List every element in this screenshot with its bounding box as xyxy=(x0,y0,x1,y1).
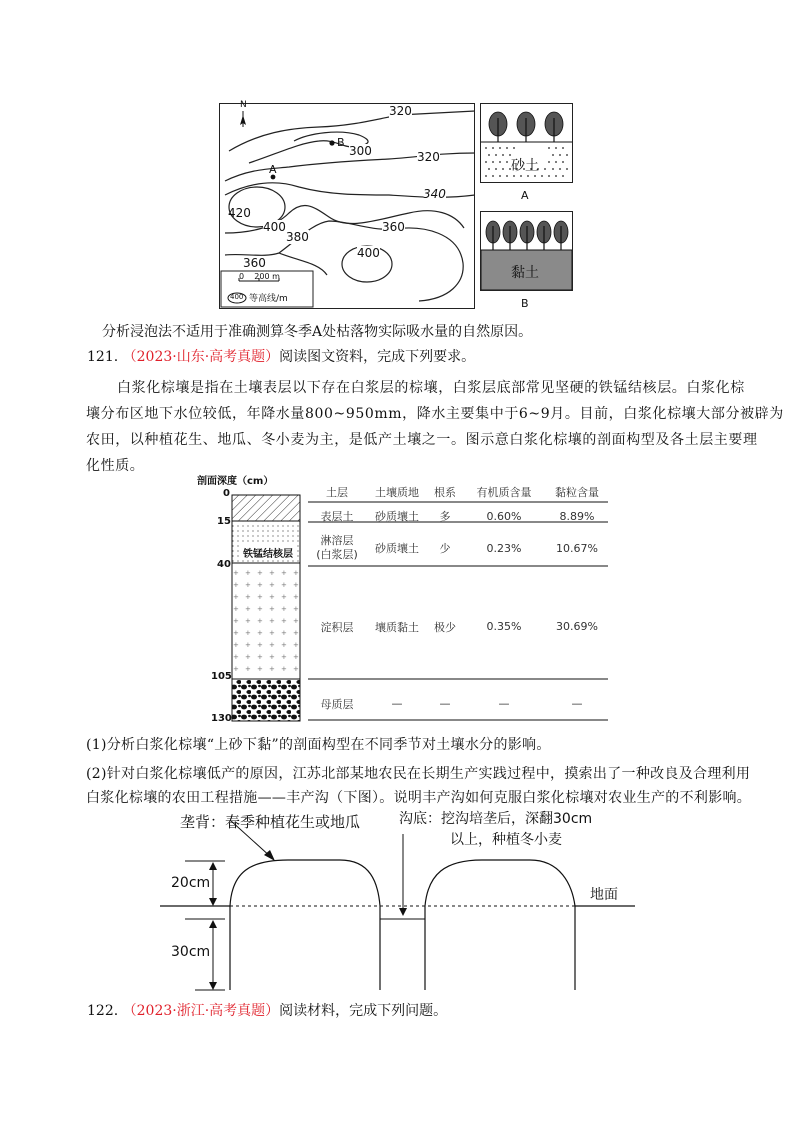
table-cell: — xyxy=(498,697,510,710)
contour-label-360a: 360 xyxy=(382,220,405,234)
table-row xyxy=(308,683,608,724)
contour-label-400b: 400 xyxy=(357,246,380,260)
scale-label: 0 200 m xyxy=(239,272,280,281)
soil-properties-table xyxy=(308,478,608,724)
table-cell: 10.67% xyxy=(556,541,598,555)
iron-layer-label: 铁锰结核层 xyxy=(242,545,294,560)
dim-20cm-label: 20cm xyxy=(171,875,211,891)
table-cell: — xyxy=(571,697,583,710)
q121-paragraph xyxy=(86,375,784,479)
panel-b-soil-label: 黏土 xyxy=(511,265,539,281)
depth-title: 剖面深度（cm） xyxy=(197,476,274,487)
table-header-row xyxy=(308,478,608,506)
table-cell: 30.69% xyxy=(556,620,598,633)
table-cell: — xyxy=(439,697,451,710)
header-cell: 根系 xyxy=(434,486,456,499)
table-cell: 砂质壤土 xyxy=(375,510,419,523)
q122-number: 122. xyxy=(87,1003,119,1019)
soil-profile-column xyxy=(231,494,303,722)
q122-source: （2023·浙江·高考真题） xyxy=(122,1003,280,1019)
panel-a-caption: A xyxy=(521,189,529,202)
depth-tick-0: 0 xyxy=(223,488,230,499)
q121-number: 121. xyxy=(87,349,119,365)
point-b-label: B xyxy=(337,136,345,149)
table-cell: 8.89% xyxy=(559,509,595,523)
point-a-label: A xyxy=(269,163,277,176)
table-cell: 淀积层 xyxy=(320,620,354,634)
q121-sub2-line1: (2)针对白浆化棕壤低产的原因，江苏北部某地农民在长期生产实践过程中，摸索出了一种改良及合理利用 xyxy=(86,766,751,782)
header-cell: 土层 xyxy=(326,486,348,499)
table-cell: 极少 xyxy=(434,620,456,634)
contour-label-320a: 320 xyxy=(389,104,412,118)
table-cell: 砂质壤土 xyxy=(375,542,419,555)
dim-30cm-label: 30cm xyxy=(171,944,211,960)
header-cell: 黏粒含量 xyxy=(555,486,599,499)
q121-para-line: 壤分布区地下水位较低，年降水量800~950mm，降水主要集中于6~9月。目前，白浆化棕壤大部分被辟为 xyxy=(86,406,784,422)
panel-a-soil-label: 砂土 xyxy=(511,158,539,174)
header-cell: 土壤质地 xyxy=(375,486,419,499)
q120-tail-text: 分析浸泡法不适用于准确测算冬季A处枯落物实际吸水量的自然原因。 xyxy=(102,324,533,340)
contour-label-380: 380 xyxy=(286,230,309,244)
trench-label-line2: 以上，种植冬小麦 xyxy=(450,832,562,848)
contour-label-420: 420 xyxy=(228,206,251,220)
q121-heading xyxy=(87,346,475,368)
depth-tick-105: 105 xyxy=(211,671,232,682)
table-cell: 0.23% xyxy=(486,541,522,555)
panel-b-caption: B xyxy=(521,297,529,310)
contour-label-360b: 360 xyxy=(243,256,266,270)
table-cell: 0.60% xyxy=(486,509,522,523)
table-cell: — xyxy=(391,697,403,710)
table-cell: 表层土 xyxy=(320,510,354,523)
ground-label: 地面 xyxy=(590,887,618,903)
trench-label-line1: 沟底：挖沟培垄后，深翻30cm xyxy=(399,811,593,827)
table-cell: 壤质黏土 xyxy=(375,620,419,634)
q121-source: （2023·山东·高考真题） xyxy=(122,349,280,365)
depth-tick-130: 130 xyxy=(211,713,232,724)
table-row xyxy=(308,570,608,683)
table-cell: 0.35% xyxy=(486,620,522,633)
q121-prompt: 阅读图文资料，完成下列要求。 xyxy=(279,349,476,365)
depth-tick-15: 15 xyxy=(217,516,231,527)
q122-prompt: 阅读材料，完成下列问题。 xyxy=(279,1003,448,1019)
legend-text: 等高线/m xyxy=(249,294,288,304)
contour-label-400a: 400 xyxy=(263,220,286,234)
q122-heading xyxy=(87,1000,447,1022)
ridge-label: 垄背：春季种植花生或地瓜 xyxy=(180,813,361,831)
table-cell: 少 xyxy=(439,542,451,555)
table-row xyxy=(308,526,608,570)
table-row xyxy=(308,506,608,526)
contour-label-320b: 320 xyxy=(417,150,440,164)
header-cell: 有机质含量 xyxy=(476,486,532,499)
contour-label-300: 300 xyxy=(349,144,372,158)
north-label: N xyxy=(240,100,247,110)
q121-para-line: 农田，以种植花生、地瓜、冬小麦为主，是低产土壤之一。图示意白浆化棕壤的剖面构型及各土层主要理 xyxy=(86,432,758,448)
table-cell: 淋溶层 (白浆层) xyxy=(316,534,358,561)
q121-sub2-line2: 白浆化棕壤的农田工程措施——丰产沟（下图）。说明丰产沟如何克服白浆化棕壤对农业生产的不利影响。 xyxy=(86,790,752,806)
q121-sub1: (1)分析白浆化棕壤“上砂下黏”的剖面构型在不同季节对土壤水分的影响。 xyxy=(86,737,551,753)
table-cell: 母质层 xyxy=(320,697,354,711)
table-cell: 多 xyxy=(439,510,451,523)
q121-para-line: 化性质。 xyxy=(86,458,145,474)
q121-para-line: 白浆化棕壤是指在土壤表层以下存在白浆层的棕壤，白浆层底部常见坚硬的铁锰结核层。白浆化棕 xyxy=(117,380,745,396)
legend-value: 400 xyxy=(230,293,244,301)
contour-label-340: 340 xyxy=(423,187,446,201)
depth-tick-40: 40 xyxy=(217,559,231,570)
ditch-diagram xyxy=(160,812,640,992)
